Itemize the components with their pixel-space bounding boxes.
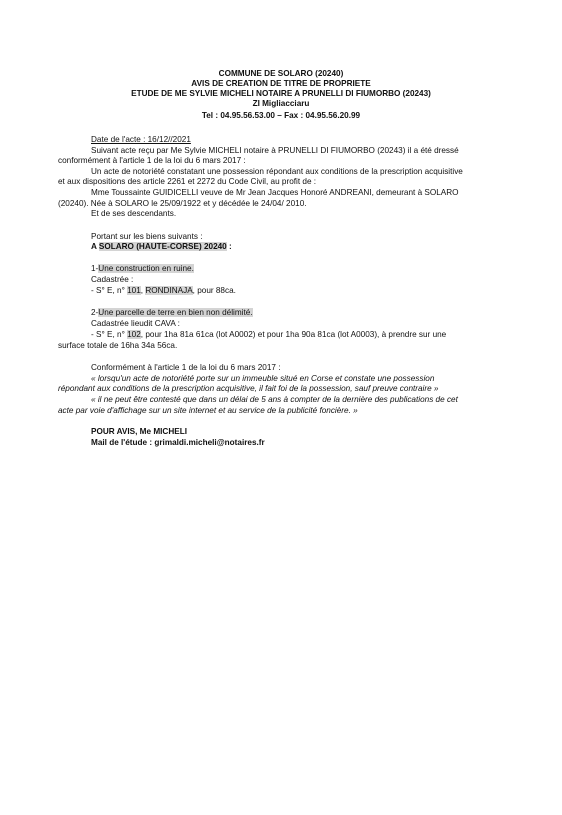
header-contact: Tel : 04.95.56.53.00 – Fax : 04.95.56.20.99: [201, 111, 361, 120]
parcel-1-cadastre: Cadastrée :: [91, 275, 134, 284]
parcel-2-reference: [91, 330, 446, 340]
parcel-2-ref-suffix: , pour 1ha 81a 61ca (lot A0002) et pour 1ha 90a 81ca (lot A0003), à prendre sur une: [140, 330, 447, 339]
law-quote-1: « lorsqu'un acte de notoriété porte sur un immeuble situé en Corse et constate une possession: [91, 374, 435, 383]
parcel-1-ref-suffix: , pour 88ca.: [192, 286, 236, 295]
parcel-2-prefix: 2-: [91, 308, 99, 317]
parcel-1-place: RONDINAJA: [145, 286, 193, 295]
biens-location-line: [91, 242, 232, 252]
location-highlight: SOLARO (HAUTE-CORSE) 20240: [98, 242, 227, 251]
intro-line-6: (20240). Née à SOLARO le 25/09/1922 et y décédée le 24/04/ 2010.: [58, 199, 307, 208]
intro-line-7: Et de ses descendants.: [91, 209, 177, 218]
intro-line-5: Mme Toussainte GUIDICELLI veuve de Mr Jean Jacques Honoré ANDREANI, demeurant à SOLARO: [91, 188, 459, 197]
law-quote-2: répondant aux conditions de la prescription acquisitive, il fait foi de la possession, sauf preuve contraire »: [58, 384, 439, 393]
parcel-1-ref-sep: ,: [140, 286, 146, 295]
header-address: ZI Migliacciaru: [252, 99, 310, 108]
law-quote-4: acte par voie d'affichage sur un site internet et au service de la publicité foncière. »: [58, 406, 358, 415]
location-prefix: A: [91, 242, 99, 251]
parcel-2-cadastre: Cadastrée lieudit CAVA :: [91, 319, 180, 328]
header-title: AVIS DE CREATION DE TITRE DE PROPRIETE: [191, 79, 371, 88]
acte-date: Date de l'acte : 16/12//2021: [91, 135, 191, 144]
parcel-1-title: [91, 264, 194, 274]
intro-line-1: Suivant acte reçu par Me Sylvie MICHELI notaire à PRUNELLI DI FIUMORBO (20243) il a été dressé: [91, 146, 459, 155]
biens-intro: Portant sur les biens suivants :: [91, 232, 203, 241]
law-quote-3: « il ne peut être contesté que dans un délai de 5 ans à compter de la dernière des publications de cet: [91, 395, 458, 404]
parcel-2-title: [91, 308, 253, 318]
parcel-1-title-text: Une construction en ruine.: [98, 264, 194, 273]
header-etude: ETUDE DE ME SYLVIE MICHELI NOTAIRE A PRUNELLI DI FIUMORBO (20243): [131, 89, 431, 98]
parcel-2-title-text: Une parcelle de terre en bien non délimité.: [98, 308, 253, 317]
intro-line-2: conformément à l'article 1 de la loi du 6 mars 2017 :: [58, 156, 246, 165]
intro-line-4: et aux dispositions des article 2261 et 2272 du Code Civil, au profit de :: [58, 177, 317, 186]
header-commune: COMMUNE DE SOLARO (20240): [218, 69, 344, 78]
parcel-2-surface: surface totale de 16ha 34a 56ca.: [58, 341, 178, 350]
parcel-1-number: 101: [127, 286, 141, 295]
parcel-1-prefix: 1-: [91, 264, 99, 273]
pour-avis: POUR AVIS, Me MICHELI: [91, 427, 187, 436]
parcel-2-ref-prefix: - S° E, n°: [91, 330, 128, 339]
intro-line-3: Un acte de notoriété constatant une possession répondant aux conditions de la prescription acquisitive: [91, 167, 463, 176]
location-suffix: :: [226, 242, 232, 251]
law-intro: Conformément à l'article 1 de la loi du 6 mars 2017 :: [91, 363, 281, 372]
etude-mail: Mail de l'étude : grimaldi.micheli@notaires.fr: [91, 438, 265, 447]
parcel-2-number: 102: [127, 330, 141, 339]
parcel-1-reference: [91, 286, 236, 296]
parcel-1-ref-prefix: - S° E, n°: [91, 286, 128, 295]
